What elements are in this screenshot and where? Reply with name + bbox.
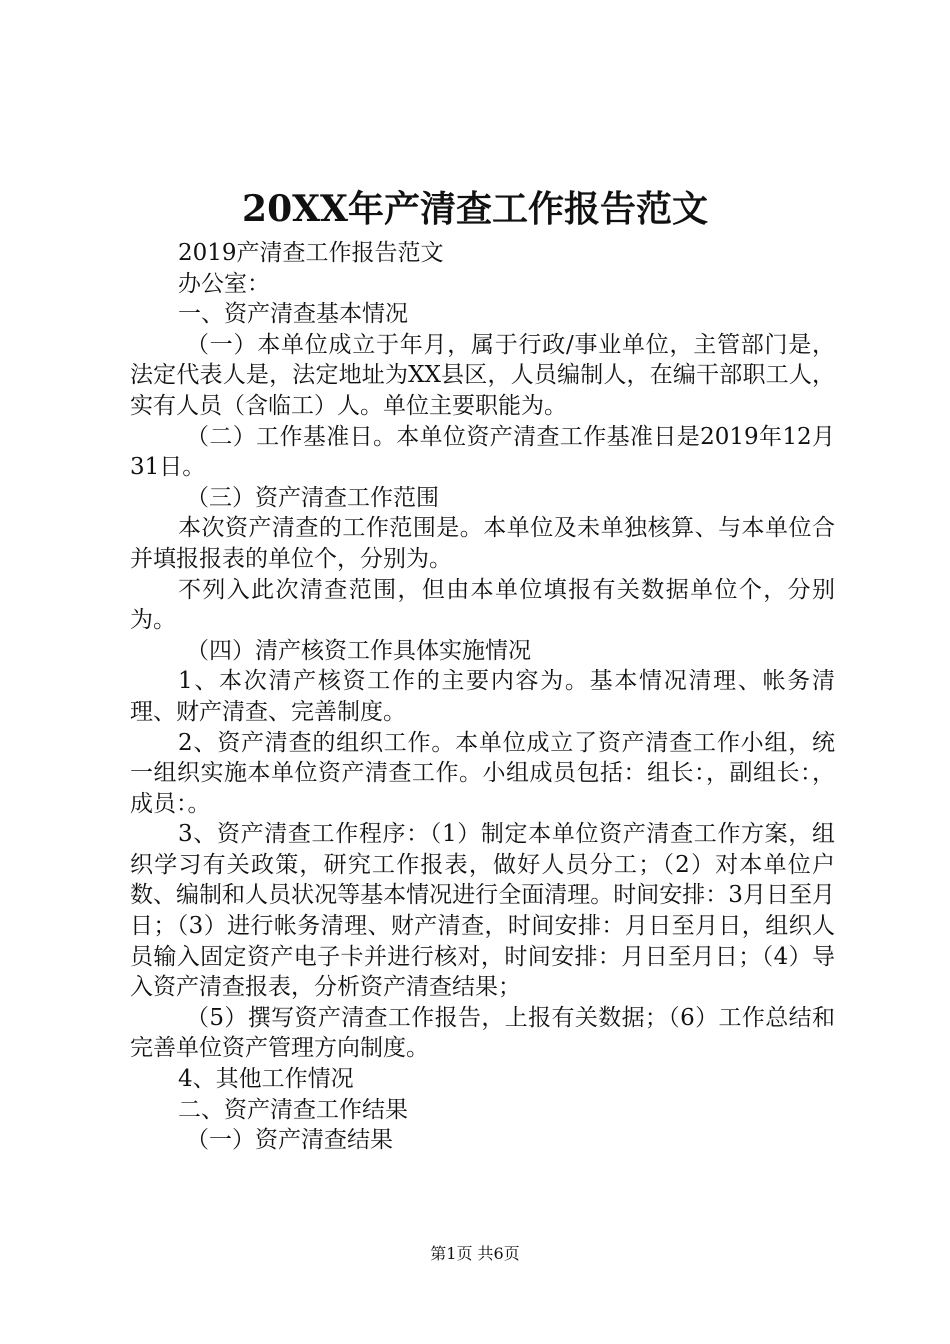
document-title: 20XX年产清查工作报告范文: [242, 188, 708, 230]
paragraph: （二）工作基准日。本单位资产清查工作基准日是2019年12月31日。: [130, 423, 835, 481]
paragraph-section-heading: 一、资产清查基本情况: [178, 301, 408, 328]
document-body: [130, 238, 835, 1156]
paragraph-addressee: 办公室：: [178, 270, 270, 297]
paragraph-section-heading: 二、资产清查工作结果: [178, 1096, 408, 1123]
page-footer: 第1页 共6页: [430, 1244, 520, 1263]
paragraph: 3、资产清查工作程序：（1）制定本单位资产清查工作方案，组织学习有关政策，研究工作报表，做好人员分工；（2）对本单位户数、编制和人员状况等基本情况进行全面清理。时间安排：3月日至月日；（3）进行帐务清理、财产清查，时间安排：月日至月日，组织人员输入固定资产电子卡并进行核对，时间安排：月日至月日；（4）导入资产清查报表，分析资产清查结果；: [130, 821, 835, 1001]
paragraph-subtitle: 2019产清查工作报告范文: [178, 240, 444, 266]
paragraph: 2、资产清查的组织工作。本单位成立了资产清查工作小组，统一组织实施本单位资产清查工作。小组成员包括：组长：，副组长：，成员：。: [130, 729, 835, 817]
paragraph-subheading: （三）资产清查工作范围: [186, 484, 439, 511]
paragraph: 不列入此次清查范围，但由本单位填报有关数据单位个，分别为。: [130, 576, 835, 634]
paragraph: 本次资产清查的工作范围是。本单位及未单独核算、与本单位合并填报报表的单位个，分别为。: [130, 515, 835, 572]
paragraph: 1、本次清产核资工作的主要内容为。基本情况清理、帐务清理、财产清查、完善制度。: [130, 668, 835, 725]
paragraph-subheading: （一）资产清查结果: [186, 1127, 393, 1154]
paragraph: （5）撰写资产清查工作报告，上报有关数据；（6）工作总结和完善单位资产管理方向制度。: [130, 1004, 835, 1062]
paragraph: （一）本单位成立于年月，属于行政/事业单位，主管部门是，法定代表人是，法定地址为XX县区，人员编制人，在编干部职工人，实有人员（含临工）人。单位主要职能为。: [130, 331, 835, 419]
paragraph-subheading: （四）清产核资工作具体实施情况: [186, 637, 531, 664]
paragraph-subheading: 4、其他工作情况: [178, 1066, 354, 1093]
